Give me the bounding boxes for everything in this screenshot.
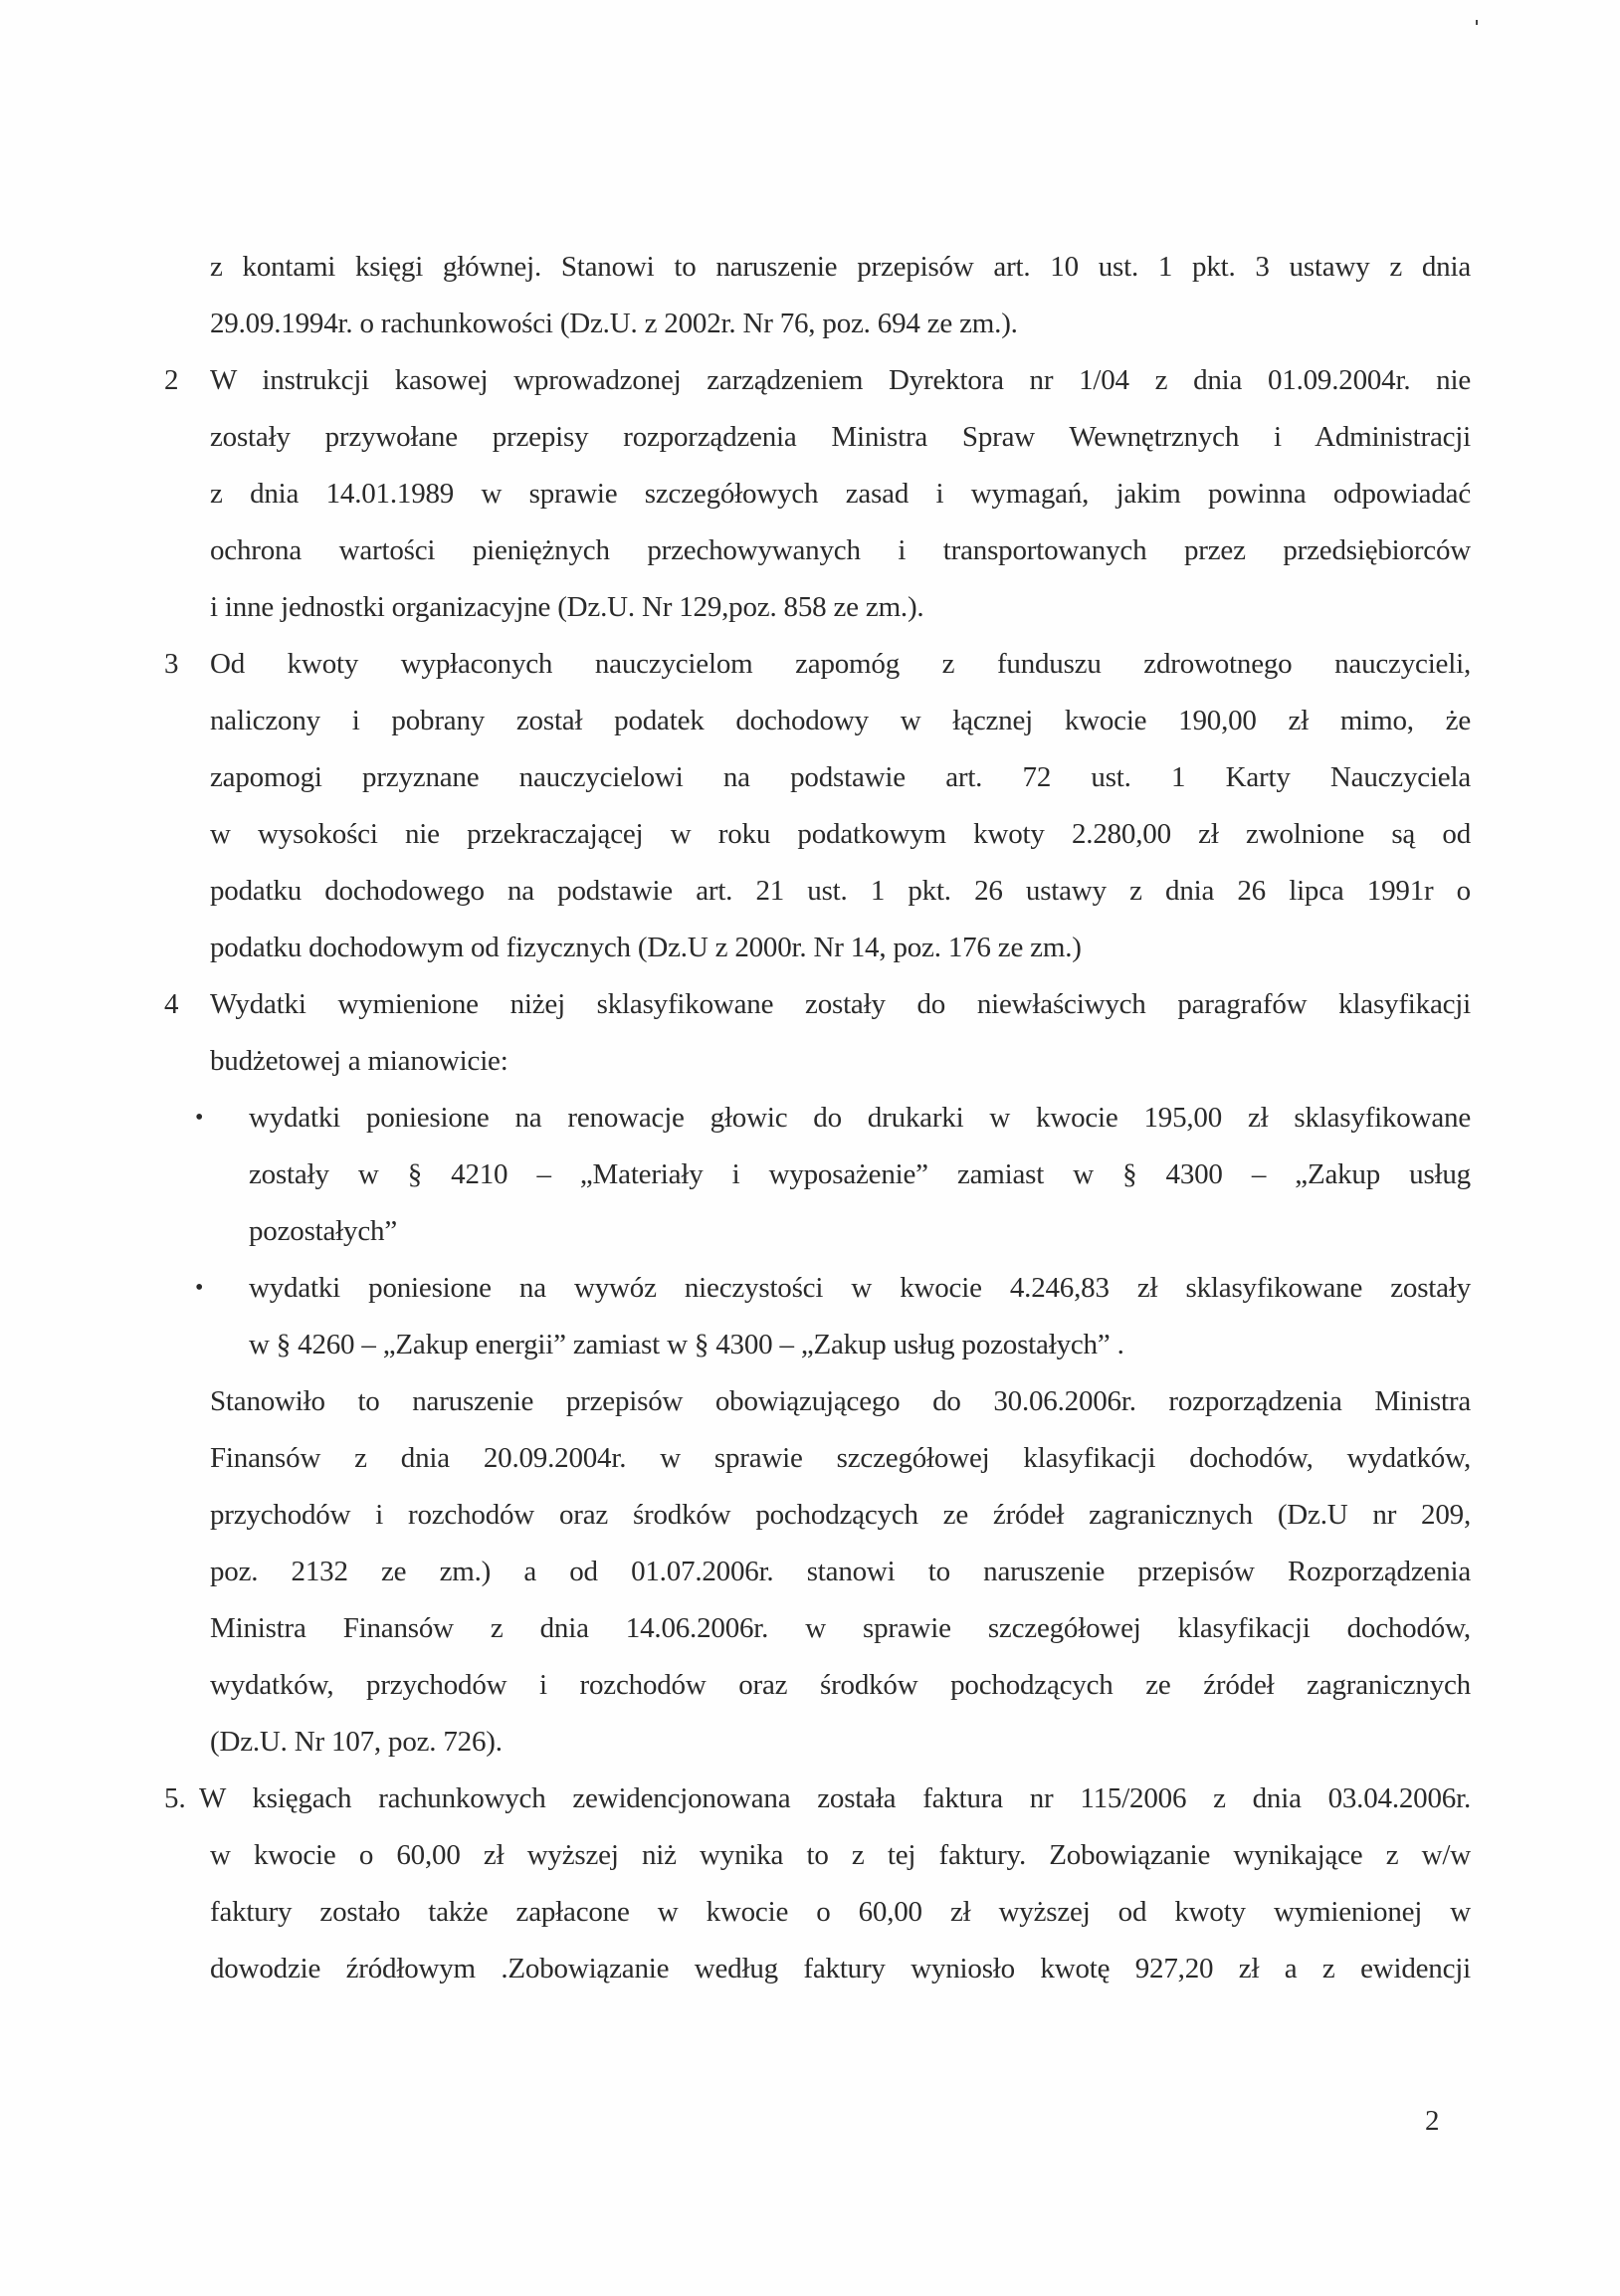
item-line: zostały przywołane przepisy rozporządzenia Ministra Spraw Wewnętrznych i Administracji (210, 421, 1471, 453)
list-number: 5. (164, 1782, 186, 1814)
item-line: dowodzie źródłowym .Zobowiązanie według faktury wyniosło kwotę 927,20 zł a z ewidencji (210, 1953, 1471, 1984)
conclusion-line: poz. 2132 ze zm.) a od 01.07.2006r. stanowi to naruszenie przepisów Rozporządzenia (210, 1556, 1471, 1587)
conclusion-line: Stanowiło to naruszenie przepisów obowiązującego do 30.06.2006r. rozporządzenia Ministra (210, 1385, 1471, 1417)
item-line: i inne jednostki organizacyjne (Dz.U. Nr 129,poz. 858 ze zm.). (210, 591, 924, 623)
intro-line: 29.09.1994r. o rachunkowości (Dz.U. z 2002r. Nr 76, poz. 694 ze zm.). (210, 308, 1018, 339)
conclusion-line: wydatków, przychodów i rozchodów oraz środków pochodzących ze źródeł zagranicznych (210, 1669, 1471, 1701)
scan-mark (1476, 20, 1478, 25)
item-line: podatku dochodowego na podstawie art. 21 ust. 1 pkt. 26 ustawy z dnia 26 lipca 1991r o (210, 875, 1471, 907)
list-number: 2 (164, 364, 179, 396)
item-line: zapomogi przyznane nauczycielowi na podstawie art. 72 ust. 1 Karty Nauczyciela (210, 761, 1471, 793)
item-line: budżetowej a mianowicie: (210, 1045, 508, 1077)
item-line: naliczony i pobrany został podatek dochodowy w łącznej kwocie 190,00 zł mimo, że (210, 705, 1471, 736)
item-line: podatku dochodowym od fizycznych (Dz.U z 2000r. Nr 14, poz. 176 ze zm.) (210, 932, 1082, 963)
bullet-line: wydatki poniesione na wywóz nieczystości w kwocie 4.246,83 zł sklasyfikowane zostały (249, 1272, 1471, 1304)
bullet-line: zostały w § 4210 – „Materiały i wyposażenie” zamiast w § 4300 – „Zakup usług (249, 1158, 1471, 1190)
intro-line: z kontami księgi głównej. Stanowi to naruszenie przepisów art. 10 ust. 1 pkt. 3 ustawy z dnia (210, 251, 1471, 283)
bullet-icon: • (195, 1105, 204, 1131)
item-line: Wydatki wymienione niżej sklasyfikowane zostały do niewłaściwych paragrafów klasyfikacji (210, 988, 1471, 1020)
list-number: 4 (164, 988, 179, 1020)
bullet-line: w § 4260 – „Zakup energii” zamiast w § 4300 – „Zakup usług pozostałych” . (249, 1329, 1124, 1360)
conclusion-line: Ministra Finansów z dnia 14.06.2006r. w sprawie szczegółowej klasyfikacji dochodów, (210, 1612, 1471, 1644)
item-line: ochrona wartości pieniężnych przechowywanych i transportowanych przez przedsiębiorców (210, 534, 1471, 566)
conclusion-line: (Dz.U. Nr 107, poz. 726). (210, 1726, 503, 1758)
bullet-line: pozostałych” (249, 1215, 397, 1247)
item-line: w kwocie o 60,00 zł wyższej niż wynika to z tej faktury. Zobowiązanie wynikające z w/w (210, 1839, 1471, 1871)
conclusion-line: przychodów i rozchodów oraz środków pochodzących ze źródeł zagranicznych (Dz.U nr 209, (210, 1499, 1471, 1531)
item-line: faktury zostało także zapłacone w kwocie o 60,00 zł wyższej od kwoty wymienionej w (210, 1896, 1471, 1928)
page-number: 2 (1425, 2105, 1440, 2137)
list-number: 3 (164, 648, 179, 680)
item-line: Od kwoty wypłaconych nauczycielom zapomóg z funduszu zdrowotnego nauczycieli, (210, 648, 1471, 680)
item-line: z dnia 14.01.1989 w sprawie szczegółowych zasad i wymagań, jakim powinna odpowiadać (210, 478, 1471, 510)
item-line: w wysokości nie przekraczającej w roku podatkowym kwoty 2.280,00 zł zwolnione są od (210, 818, 1471, 850)
bullet-icon: • (195, 1275, 204, 1301)
conclusion-line: Finansów z dnia 20.09.2004r. w sprawie szczegółowej klasyfikacji dochodów, wydatków, (210, 1442, 1471, 1474)
item-line: W instrukcji kasowej wprowadzonej zarządzeniem Dyrektora nr 1/04 z dnia 01.09.2004r. nie (210, 364, 1471, 396)
item-line: W księgach rachunkowych zewidencjonowana została faktura nr 115/2006 z dnia 03.04.2006r. (199, 1782, 1471, 1814)
bullet-line: wydatki poniesione na renowacje głowic do drukarki w kwocie 195,00 zł sklasyfikowane (249, 1102, 1471, 1134)
